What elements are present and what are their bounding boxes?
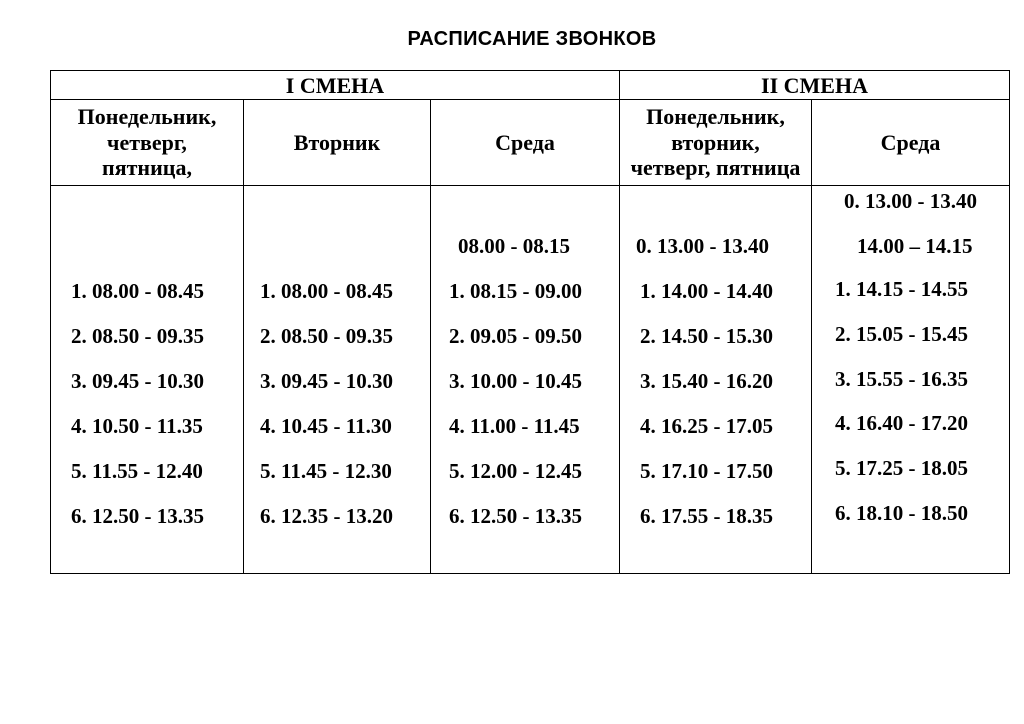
lesson-time: 6. 12.50 - 13.35: [71, 504, 204, 528]
lesson-time: 5. 12.00 - 12.45: [449, 459, 582, 483]
lesson-time: 3. 09.45 - 10.30: [71, 369, 204, 393]
lesson-time: 2. 08.50 - 09.35: [260, 324, 393, 348]
header-line: Среда: [495, 129, 555, 155]
header-line: Среда: [880, 129, 941, 155]
lesson-time: 1. 08.15 - 09.00: [449, 279, 582, 303]
lesson-time: 5. 11.55 - 12.40: [71, 459, 203, 483]
lesson-time: 4. 16.40 - 17.20: [835, 411, 968, 435]
lesson-zero-time: 0. 13.00 - 13.40: [636, 234, 769, 258]
lesson-time: 2. 14.50 - 15.30: [640, 324, 773, 348]
pre-lesson-time: 14.00 – 14.15: [857, 234, 973, 258]
lesson-time: 4. 11.00 - 11.45: [449, 414, 580, 438]
column-header-divider: [51, 185, 1009, 186]
lesson-time: 4. 10.50 - 11.35: [71, 414, 203, 438]
lesson-time: 6. 12.35 - 13.20: [260, 504, 393, 528]
column-header-wednesday-second-shift: [812, 100, 1009, 185]
lesson-time: 4. 16.25 - 17.05: [640, 414, 773, 438]
column-header-mon-thu-fri: [51, 100, 243, 185]
header-line: четверг,: [107, 129, 187, 155]
lesson-time: 6. 17.55 - 18.35: [640, 504, 773, 528]
pre-lesson-time: 08.00 - 08.15: [458, 234, 570, 258]
lesson-time: 2. 15.05 - 15.45: [835, 322, 968, 346]
bell-schedule-table: [50, 70, 1010, 574]
lesson-time: 1. 14.00 - 14.40: [640, 279, 773, 303]
lesson-time: 5. 11.45 - 12.30: [260, 459, 392, 483]
header-line: Вторник: [293, 129, 381, 155]
lesson-time: 3. 15.40 - 16.20: [640, 369, 773, 393]
header-line: четверг, пятница: [630, 155, 801, 181]
lesson-time: 3. 10.00 - 10.45: [449, 369, 582, 393]
lesson-time: 3. 09.45 - 10.30: [260, 369, 393, 393]
header-line: пятница,: [102, 155, 192, 181]
lesson-time: 3. 15.55 - 16.35: [835, 367, 968, 391]
lesson-time: 4. 10.45 - 11.30: [260, 414, 392, 438]
lesson-time: 5. 17.25 - 18.05: [835, 456, 968, 480]
column-header-wednesday-first-shift: [431, 100, 619, 185]
lesson-time: 1. 08.00 - 08.45: [260, 279, 393, 303]
column-header-mon-tue-thu-fri: [620, 100, 811, 185]
header-line: вторник,: [671, 129, 760, 155]
lesson-time: 6. 18.10 - 18.50: [835, 501, 968, 525]
column-header-tuesday: [244, 100, 430, 185]
header-line: Понедельник,: [77, 103, 217, 129]
header-line: Понедельник,: [646, 103, 785, 129]
lesson-time: 1. 14.15 - 14.55: [835, 277, 968, 301]
lesson-time: 5. 17.10 - 17.50: [640, 459, 773, 483]
lesson-time: 2. 08.50 - 09.35: [71, 324, 204, 348]
first-shift-header: I СМЕНА: [285, 73, 385, 98]
lesson-zero-time: 0. 13.00 - 13.40: [844, 189, 977, 213]
page-title: РАСПИСАНИЕ ЗВОНКОВ: [407, 28, 657, 50]
second-shift-header: II СМЕНА: [761, 73, 868, 98]
lesson-time: 1. 08.00 - 08.45: [71, 279, 204, 303]
lesson-time: 2. 09.05 - 09.50: [449, 324, 582, 348]
lesson-time: 6. 12.50 - 13.35: [449, 504, 582, 528]
